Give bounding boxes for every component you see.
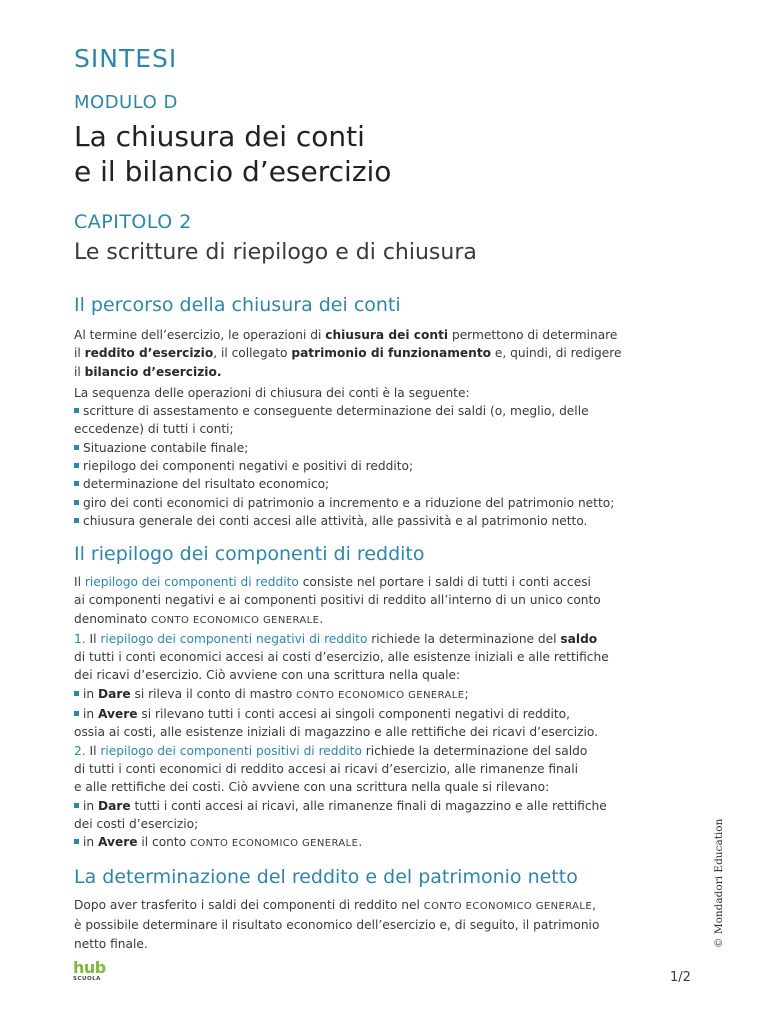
text: ,: [592, 898, 596, 912]
text: dei ricavi d’esercizio. Ciò avviene con una scrittura nella quale:: [74, 668, 461, 683]
square-bullet-icon: [74, 463, 79, 468]
bold-text: Avere: [98, 707, 138, 722]
text: di tutti i conti economici di reddito accesi ai ricavi d’esercizio, alle rimanenze finali: [74, 761, 578, 776]
list-item-text: Situazione contabile finale;: [83, 440, 249, 455]
text: ossia ai costi, alle esistenze iniziali di magazzino e alle rettifiche dei ricavi d’esercizio.: [74, 725, 599, 740]
section-riepilogo-body: [74, 573, 694, 853]
square-bullet-icon: [74, 408, 79, 413]
capitolo-label: CAPITOLO 2: [74, 211, 192, 233]
bold-text: Dare: [98, 798, 131, 813]
section-heading-riepilogo: Il riepilogo dei componenti di reddito: [74, 543, 425, 565]
list-item-text: giro dei conti economici di patrimonio a incremento e a riduzione del patrimonio netto;: [83, 495, 615, 510]
text: richiede la determinazione del: [367, 631, 561, 646]
page-title-line2: e il bilancio d’esercizio: [74, 155, 392, 188]
text: in: [83, 798, 98, 813]
bold-text: patrimonio di funzionamento: [291, 346, 492, 361]
text: in: [83, 686, 98, 701]
section-heading-percorso: Il percorso della chiusura dei conti: [74, 294, 401, 316]
logo-scuola-text: SCUOLA: [73, 976, 101, 982]
paragraph: [74, 896, 694, 953]
copyright-notice: © Mondadori Education: [713, 818, 725, 948]
highlight-text: riepilogo dei componenti negativi di reddito: [100, 631, 368, 646]
list-item: [74, 475, 694, 493]
numbered-item: [74, 630, 694, 685]
text: Il: [85, 743, 101, 758]
list-item: [74, 439, 694, 457]
section-determinazione-body: [74, 896, 694, 953]
numbered-item: [74, 742, 694, 797]
section-heading-determinazione: La determinazione del reddito e del patrimonio netto: [74, 866, 578, 888]
bold-text: saldo: [560, 631, 598, 646]
paragraph: La sequenza delle operazioni di chiusura dei conti è la seguente:: [74, 385, 470, 400]
square-bullet-icon: [74, 711, 79, 716]
text: Il: [74, 575, 85, 589]
smallcaps-text: CONTO ECONOMICO GENERALE: [296, 689, 465, 701]
sintesi-label: SINTESI: [74, 44, 178, 73]
text: e alle rettifiche dei costi. Ciò avviene con una scrittura nella quale si rilevano:: [74, 780, 550, 795]
bold-text: bilancio d’esercizio.: [84, 364, 222, 379]
text: in: [83, 835, 98, 850]
square-bullet-icon: [74, 445, 79, 450]
list-item: [74, 797, 694, 834]
text: permettono di determinare: [448, 328, 618, 342]
square-bullet-icon: [74, 518, 79, 523]
text: si rilevano tutti i conti accesi ai singoli componenti negativi di reddito,: [137, 707, 570, 722]
hub-scuola-logo: [73, 960, 113, 988]
smallcaps-text: CONTO ECONOMICO GENERALE: [423, 901, 593, 912]
page-title: [74, 119, 391, 189]
text: .: [358, 835, 363, 850]
text: e, quindi, di redigere: [491, 346, 622, 361]
text: il: [74, 346, 85, 361]
paragraph: [74, 573, 694, 630]
list-item: [74, 833, 694, 853]
text: denominato: [74, 611, 151, 626]
list-item-text: scritture di assestamento e conseguente determinazione dei saldi (o, meglio, delle: [83, 404, 589, 419]
list-item: [74, 494, 694, 512]
text: dei costi d’esercizio;: [74, 816, 199, 831]
list-item-text: riepilogo dei componenti negativi e positivi di reddito;: [83, 459, 414, 474]
text: ;: [464, 686, 469, 701]
text: di tutti i conti economici accesi ai costi d’esercizio, alle esistenze iniziali e alle rettifiche: [74, 650, 609, 665]
chapter-title: Le scritture di riepilogo e di chiusura: [74, 240, 477, 265]
text: Dopo aver trasferito i saldi dei componenti di reddito nel: [74, 898, 424, 912]
square-bullet-icon: [74, 803, 79, 808]
smallcaps-text: CONTO ECONOMICO GENERALE: [190, 838, 359, 850]
square-bullet-icon: [74, 691, 79, 696]
bold-text: Avere: [98, 835, 138, 850]
list-item-text: determinazione del risultato economico;: [83, 477, 330, 492]
square-bullet-icon: [74, 481, 79, 486]
logo-hub-text: hub: [73, 958, 106, 977]
text: .: [319, 611, 324, 626]
list-item: [74, 512, 694, 530]
highlight-text: riepilogo dei componenti di reddito: [84, 575, 299, 589]
bold-text: Dare: [98, 686, 131, 701]
list-item: [74, 705, 694, 742]
text: netto finale.: [74, 936, 148, 951]
square-bullet-icon: [74, 500, 79, 505]
text: il: [74, 364, 85, 379]
text: consiste nel portare i saldi di tutti i conti accesi: [298, 575, 591, 589]
square-bullet-icon: [74, 839, 79, 844]
list-item: [74, 685, 694, 705]
smallcaps-text: CONTO ECONOMICO GENERALE: [150, 614, 320, 626]
text: si rileva il conto di mastro: [130, 686, 297, 701]
page-title-line1: La chiusura dei conti: [74, 120, 365, 153]
text: Al termine dell’esercizio, le operazioni di: [74, 328, 326, 342]
section-percorso-body: [74, 326, 694, 530]
bold-text: chiusura dei conti: [325, 328, 449, 342]
text: Il: [85, 631, 101, 646]
text: è possibile determinare il risultato economico dell’esercizio e, di seguito, il patrimonio: [74, 918, 600, 933]
modulo-label: MODULO D: [74, 92, 178, 113]
text: il conto: [137, 835, 190, 850]
text: ai componenti negativi e ai componenti positivi di reddito all’interno di un unico conto: [74, 593, 601, 608]
list-item: [74, 402, 694, 439]
list-item-text: eccedenze) di tutti i conti;: [74, 422, 234, 437]
page-number: 1/2: [670, 970, 691, 985]
highlight-text: riepilogo dei componenti positivi di reddito: [100, 743, 362, 758]
list-item: [74, 457, 694, 475]
list-item-text: chiusura generale dei conti accesi alle attività, alle passività e al patrimonio netto.: [83, 513, 588, 528]
bold-text: reddito d’esercizio: [84, 346, 214, 361]
item-number: 1.: [74, 631, 86, 646]
text: , il collegato: [213, 346, 292, 361]
paragraph: [74, 326, 694, 381]
text: in: [83, 707, 98, 722]
text: tutti i conti accesi ai ricavi, alle rimanenze finali di magazzino e alle rettifiche: [130, 798, 607, 813]
text: richiede la determinazione del saldo: [361, 743, 588, 758]
item-number: 2.: [74, 743, 86, 758]
